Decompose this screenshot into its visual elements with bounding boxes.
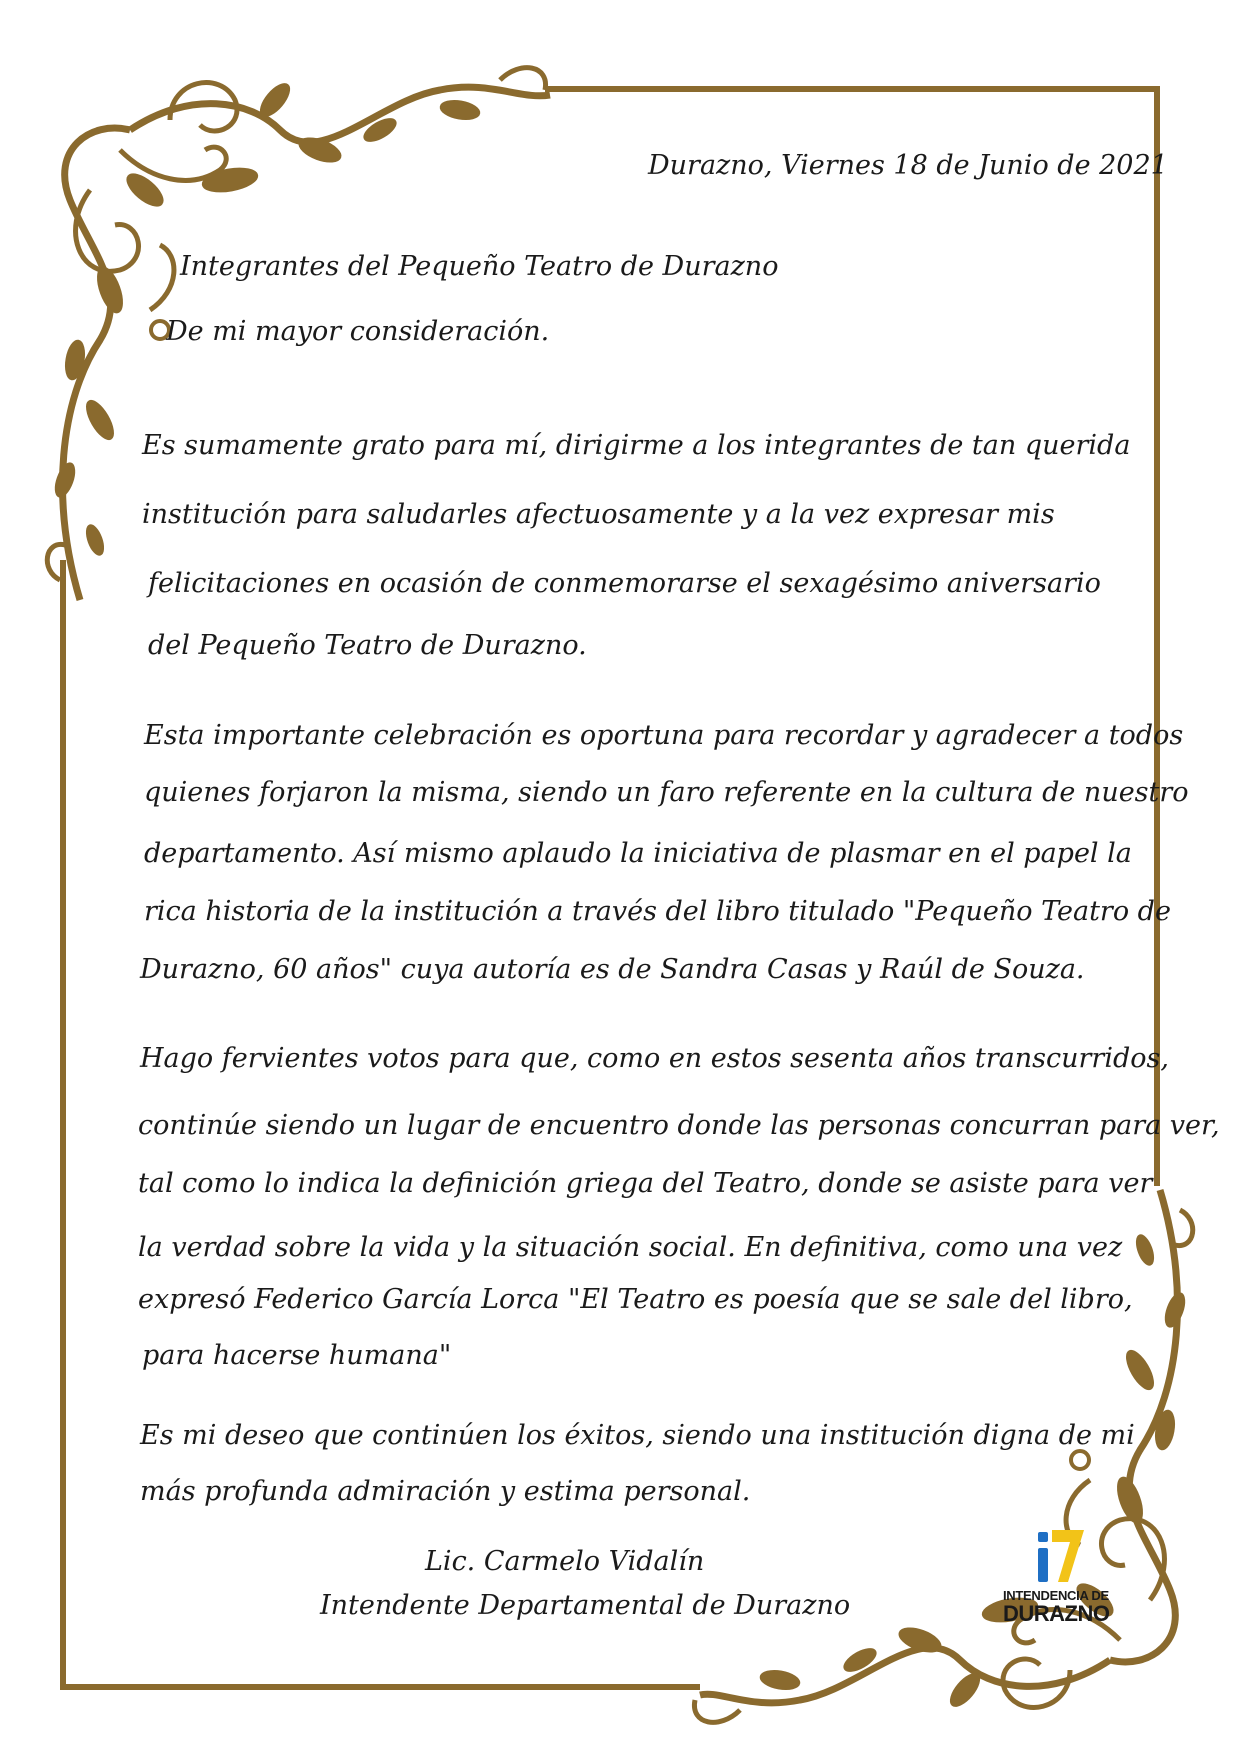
paragraph-2-line: Esta importante celebración es oportuna para recordar y agradecer a todos: [144, 720, 1184, 751]
paragraph-2-line: departamento. Así mismo aplaudo la iniciativa de plasmar en el papel la: [144, 838, 1132, 869]
logo-text-line2: DURAZNO: [1003, 1601, 1110, 1626]
paragraph-1-line: felicitaciones en ocasión de conmemorarse el sexagésimo aniversario: [148, 568, 1101, 599]
signature-name: Lic. Carmelo Vidalín: [425, 1546, 705, 1577]
paragraph-1-line: Es sumamente grato para mí, dirigirme a los integrantes de tan querida: [142, 430, 1131, 461]
paragraph-3-line: Hago fervientes votos para que, como en estos sesenta años transcurridos,: [140, 1043, 1169, 1074]
frame-right: [1154, 86, 1160, 1186]
paragraph-3-line: tal como lo indica la definición griega del Teatro, donde se asiste para ver: [138, 1168, 1153, 1199]
paragraph-1-line: del Pequeño Teatro de Durazno.: [148, 630, 587, 661]
paragraph-2-line: Durazno, 60 años" cuya autoría es de Sandra Casas y Raúl de Souza.: [140, 954, 1085, 985]
paragraph-4-line: Es mi deseo que continúen los éxitos, siendo una institución digna de mi: [140, 1420, 1135, 1451]
letter-date: Durazno, Viernes 18 de Junio de 2021: [648, 150, 1168, 181]
signature-title: Intendente Departamental de Durazno: [320, 1590, 851, 1621]
paragraph-4-line: más profunda admiración y estima personal.: [140, 1476, 751, 1507]
paragraph-2-line: quienes forjaron la misma, siendo un faro referente en la cultura de nuestro: [144, 777, 1189, 808]
paragraph-3-line: para hacerse humana": [142, 1340, 452, 1371]
letter-salutation: De mi mayor consideración.: [166, 316, 550, 347]
paragraph-3-line: la verdad sobre la vida y la situación social. En definitiva, como una vez: [138, 1232, 1123, 1263]
frame-left: [60, 560, 66, 1690]
frame-bottom: [60, 1684, 700, 1690]
paragraph-2-line: rica historia de la institución a través del libro titulado "Pequeño Teatro de: [144, 896, 1171, 927]
paragraph-3-line: continúe siendo un lugar de encuentro donde las personas concurran para ver,: [138, 1110, 1220, 1141]
frame-top: [545, 86, 1160, 92]
letter-recipient: Integrantes del Pequeño Teatro de Durazno: [180, 251, 779, 282]
paragraph-1-line: institución para saludarles afectuosamente y a la vez expresar mis: [142, 499, 1055, 530]
logo-text-line1: INTENDENCIA DE: [1003, 1588, 1109, 1603]
paragraph-3-line: expresó Federico García Lorca "El Teatro es poesía que se sale del libro,: [138, 1284, 1133, 1315]
